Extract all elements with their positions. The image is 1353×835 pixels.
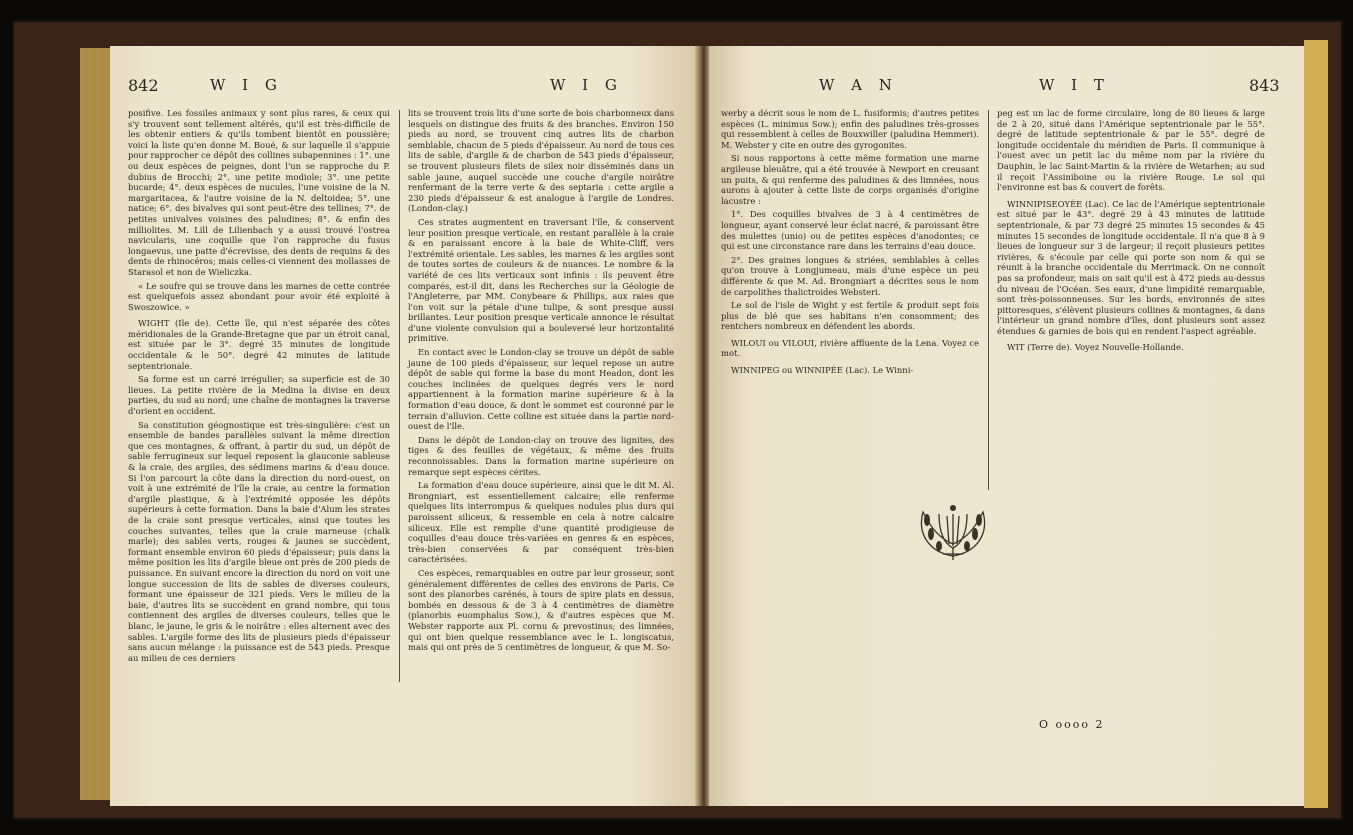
entry-winnipiseoyee: WINNIPISEOYÉE (Lac). Ce lac de l'Amérique septentrionale est situé par le 43°. degré 29 à 43 minutes de latitude septentrionale, & par 73 degré 25 minutes 15 secondes & 45 minutes 15 secondes de longitude occidentale. Il n'a que 8 à 9 lieues de longueur sur 3 de largeur; il reçoit plusieurs petites rivières, & s'écoule par celle qui porte son nom & qui se réunit à la branche occidentale du Merrimack. On ne connoît pas sa profondeur, mais on sait qu'il est à 472 pieds au-dessus du niveau de l'Océan. Ses eaux, d'une limpidité remarquable, sont très-poissonneuses. Sur les bords, environnés de sites pittoresques, s'élèvent plusieurs collines & montagnes, & dans l'intérieur un grand nombre d'îles, dont plusieurs sont assez étendues & garnies de bois qui en rendent l'aspect agréable. [997, 198, 1265, 336]
paragraph: werby a décrit sous le nom de L. fusiformis; d'autres petites espèces (L. minimus Sow.); enfin des paludines très-grosses qui ressemblent à celles de Bouxwiller (paludina Hemmeri). M. Webster y cite en outre des gyrogonites. [721, 108, 979, 150]
page-number: 843 [1249, 76, 1280, 95]
running-head-right: W I T [1039, 76, 1110, 94]
entry-wiloui: WILOUI ou VILOUI, rivière affluente de la Lena. Voyez ce mot. [721, 337, 979, 359]
paragraph: Sa forme est un carré irrégulier; sa superficie est de 30 lieues. La petite rivière de la Medina la divise en deux parties, du sud au nord; une chaîne de montagnes la traverse d'orient en occident. [128, 374, 390, 417]
entry-wit: WIT (Terre de). Voyez Nouvelle-Hollande. [1007, 342, 1184, 353]
column-rule [399, 110, 400, 682]
paragraph: Le sol de l'isle de Wight y est fertile & produit sept fois plus de blé que ses habitans n'en consomment; des rentchers nombreux en défendent les abords. [721, 300, 979, 332]
page-edges-right [1304, 40, 1328, 808]
paragraph: La formation d'eau douce supérieure, ainsi que le dit M. Al. Brongniart, est essentiellement calcaire; elle renferme quelques lits interrompus & quelques nodules plus durs qui paroissent siliceux, & ressemble en cela à notre calcaire siliceux. Elle est remplie d'une quantité prodigieuse de coquilles d'eau douce très-variées en genres & en espèces, très-bien conservées & par conséquent très-bien caractérisées. [408, 480, 674, 565]
text-column-2 [408, 108, 674, 656]
running-head-left: W I G [210, 76, 283, 94]
paragraph: Sa constitution géognostique est très-singulière: c'est un ensemble de bandes parallèles suivant la même direction que ces montagnes, & offrant, à partir du sud, un dépôt de sable ferrugineux sur lequel reposent la glauconie sableuse & la craie, des argiles, des sédimens marins & d'eau douce. Si l'on parcourt la côte dans la direction du nord-ouest, on voit à une extrémité de l'île la craie, au centre la formation d'argile plastique, & à l'extrémité opposée les dépôts supérieurs à cette formation. Dans la baie d'Alum les strates de la craie sont presque verticales, ainsi que toutes les couches suivantes, telles que la craie marneuse (chalk marle); des sables verts, rouges & jaunes se succèdent, formant ensemble environ 60 pieds d'épaisseur; puis dans la même position les lits d'argile bleue ont près de 200 pieds de puissance. En suivant encore la direction du nord on voit une longue succession de lits de sables de diverses couleurs, formant une épaisseur de 321 pieds. Vers le milieu de la baie, d'autres lits se succèdent en grand nombre, qui tous contiennent des argiles de diverses couleurs, telles que le blanc, le jaune, le gris & le noirâtre : elles alternent avec des sables. L'argile forme des lits de plusieurs pieds d'épaisseur sans aucun mélange : la puissance est de 543 pieds. Presque au milieu de ces derniers [128, 419, 390, 663]
entry-wight: WIGHT (Ile de). Cette île, qui n'est séparée des côtes méridionales de la Grande-Bretagne que par un étroit canal, est située par le 3°. degré 35 minutes de longitude occidentale & le 50°. degré 42 minutes de latitude septentrionale. [128, 318, 390, 371]
running-head-left: W A N [819, 76, 898, 94]
paragraph: peg est un lac de forme circulaire, long de 80 lieues & large de 2 à 20, situé dans l'Amérique septentrionale par le 55°. degré de latitude septentrionale & par le 55°. degré de longitude occidentale du méridien de Paris. Il communique à l'ouest avec un petit lac du même nom par la rivière du Dauphin, le lac Saint-Martin & la rivière de Wetarhen; au sud il reçoit l'Assiniboine ou la rivière Rouge. Le sol qui l'environne est bas & couvert de forêts. [997, 108, 1265, 193]
text-column-1 [721, 108, 979, 379]
paragraph: En contact avec le London-clay se trouve un dépôt de sable jaune de 100 pieds d'épaisseur, sur lequel repose un autre dépôt de sable qui forme la base du mont Headon, dont les couches inclinées de quelques degrés vers le nord appartiennent à la formation marine supérieure & à la formation d'eau douce, & dont le sommet est couronné par le terrain d'alluvion. Cette colline est située dans la partie nord-ouest de l'île. [408, 347, 674, 432]
left-page [110, 46, 697, 806]
page-edges-left [80, 48, 110, 800]
paragraph: lits se trouvent trois lits d'une sorte de bois charbonneux dans lesquels on distingue des fruits & des branches. Environ 150 pieds au nord, se trouvent cinq autres lits de charbon semblable, chacun de 5 pieds d'épaisseur. Au nord de tous ces lits de sable, d'argile & de charbon de 543 pieds d'épaisseur, se trouvent plusieurs filets de silex noir disséminés dans un sable jaune, auquel succède une couche d'argile noirâtre renfermant de la terre verte & des septaria : cette argile a 230 pieds d'épaisseur & est analogue à l'argile de Londres. (London-clay.) [408, 108, 674, 214]
text-column-1 [128, 108, 390, 666]
paragraph: 1°. Des coquilles bivalves de 3 à 4 centimètres de longueur, ayant conservé leur éclat nacré, & paroissant être des mulettes (unio) ou de petites espèces d'anodontes; ce qui est une circonstance rare dans les terrains d'eau douce. [721, 209, 979, 252]
running-head-right: W I G [550, 76, 623, 94]
column-rule [988, 110, 989, 490]
book [14, 22, 1341, 818]
paragraph: posifive. Les fossiles animaux y sont plus rares, & ceux qui s'y trouvent sont tellement altérés, qu'il est très-difficile de les obtenir entiers & qu'ils tombent bientôt en poussière; voici la liste qu'en donne M. Boué, & sur laquelle il s'appuie pour rapprocher ce dépôt des collines subapennines : 1°. une ou deux espèces de peignes, dont l'un se rapproche du P. dubius de Brocchi; 2°. une petite modiole; 3°. une petite bucarde; 4°. deux espèces de nucules, l'une voisine de la N. margaritacea, & l'autre voisine de la N. deltoidea; 5°. une natice; 6°. des bivalves qui sont peut-être des tellines; 7°. de petites univalves voisines des paludines; 8°. & enfin des milliolites. M. Lill de Lilienbach y a aussi trouvé l'ostrea navicularis, une coquille que l'on rapproche du fusus longaevus, une patte d'écrevisse, des dents de requins & des dents de rhinocéros; mais celles-ci viennent des mollasses de Starasol et non de Wieliczka. [128, 108, 390, 277]
paragraph: Dans le dépôt de London-clay on trouve des lignites, des tiges & des feuilles de végétaux, & même des fruits reconnoissables. Dans la formation marine supérieure on remarque sept espèces cérites. [408, 434, 674, 477]
paragraph: « Le soufre qui se trouve dans les marnes de cette contrée est quelquefois assez abondant pour avoir été exploité à Swoszowice. » [128, 280, 390, 312]
paragraph: Si nous rapportons à cette même formation une marne argileuse bleuâtre, qui a été trouvée à Newport en creusant un puits, & qui renferme des paludines & des limnées, nous aurons à ajouter à cette liste de corps organisés d'origine lacustre : [721, 153, 979, 206]
lyre-ornament-icon [909, 494, 997, 564]
entry-winnipeg: WINNIPEG ou WINNIPÉE (Lac). Le Winni- [731, 365, 914, 376]
paragraph: 2°. Des graines longues & striées, semblables à celles qu'on trouve à Longjumeau, mais d'une espèce un peu différente & que M. Ad. Brongniart a décrites sous le nom de carpolithes thalictroides Websteri. [721, 254, 979, 297]
page-number: 842 [128, 76, 159, 95]
right-page [709, 46, 1304, 806]
paragraph: Ces espèces, remarquables en outre par leur grosseur, sont généralement différentes de celles des environs de Paris. Ce sont des planorbes carénés, à tours de spire plats en dessus, bombés en dessous & de 3 à 4 centimètres de diamètre (planorbis euomphalus Sow.), & d'autres espèces que M. Webster rapporte aux Pl. cornu & prevostinus; des limnées, qui ont bien quelque ressemblance avec le L. longiscatus, mais qui ont près de 5 centimètres de longueur, & que M. So- [408, 567, 674, 653]
paragraph: Ces strates augmentent en traversant l'île, & conservent leur position presque verticale, en restant parallèle à la craie & en paraissant encore à la baie de White-Cliff, vers l'extrémité orientale. Les sables, les marnes & les argiles sont de toutes sortes de couleurs & de nuances. Le nombre & la variété de ces lits verticaux sont infinis : ils peuvent être comparés, est-il dit, dans les Recherches sur la Géologie de l'Angleterre, par MM. Conybeare & Phillips, aux raies que l'on voit sur la pétale d'une tulipe, & sont presque aussi brillantes. Leur position presque verticale annonce le résultat d'une violente convulsion qui a bouleversé leur horizontalité primitive. [408, 216, 674, 344]
printer-signature: O oooo 2 [1039, 718, 1105, 731]
text-column-2 [997, 108, 1265, 356]
